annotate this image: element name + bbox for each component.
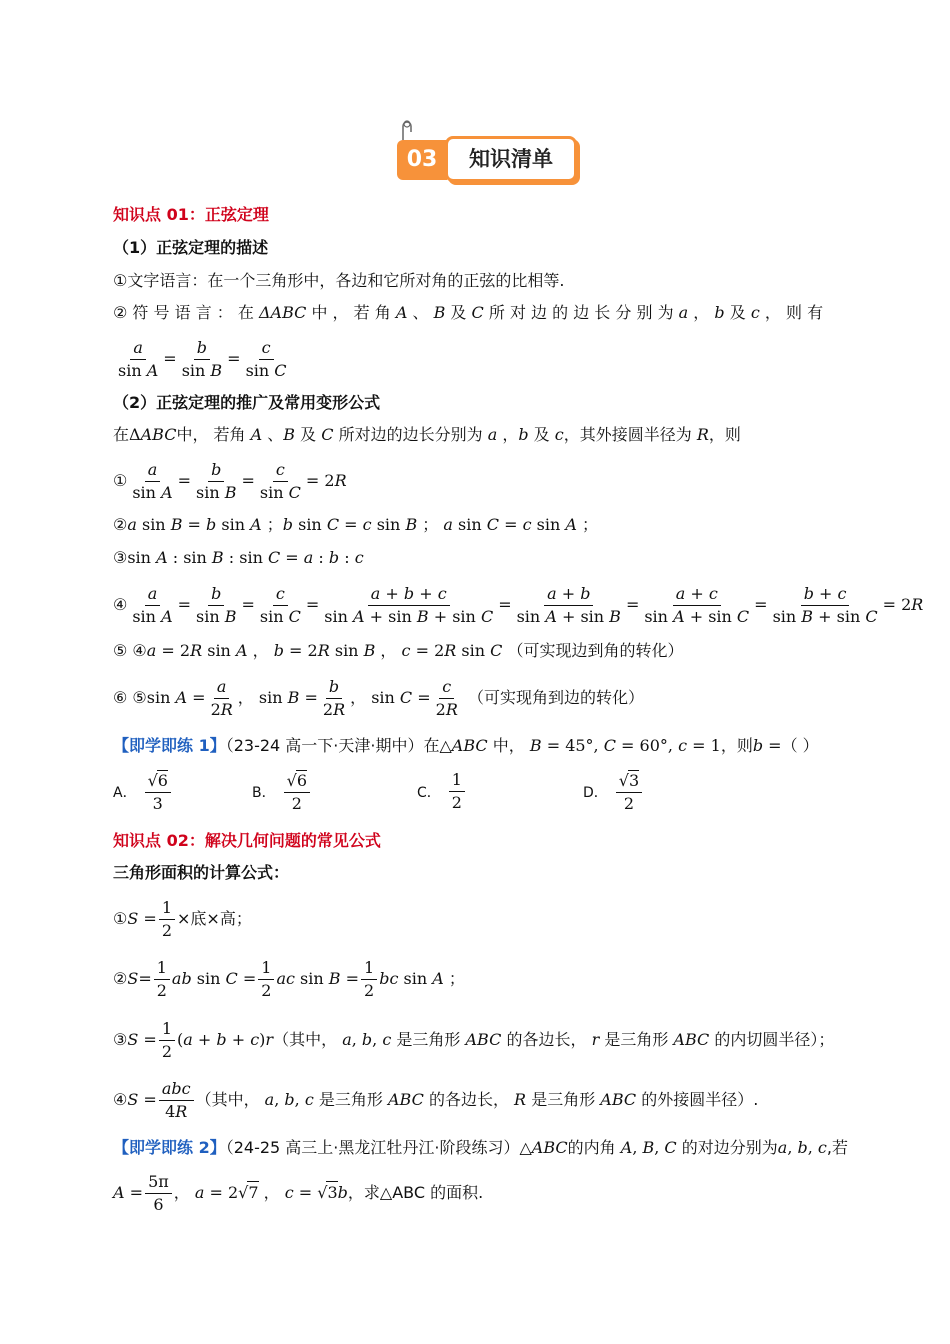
practice1-question: 【即学即练 1】（23-24 高一下·天津·期中）在△ABC 中， B = 45°, C = 60°, c = 1，则b =（ ） [113, 736, 819, 755]
f4-note-d: 是三角形 [531, 1090, 596, 1109]
f4-note-c: 的各边长， [428, 1090, 509, 1109]
option-b-label: B． [252, 785, 276, 801]
option-d-num: 3 [628, 771, 640, 790]
practice1-source: （23-24 高一下·天津·期中）在 [225, 736, 440, 755]
formula-6-note: （可实现角到边的转化） [468, 688, 645, 707]
formula-6: ⑥ ⑤sin A = $\frac{a}{2R}$ ， sin B = $\frac{b}{2R}$ ， sin C = $\frac{c}{2R}$ （可实现角到边的转化） [113, 677, 645, 719]
section-badge [397, 134, 577, 180]
option-a-den: 3 [152, 794, 163, 813]
formula-5: ⑤ ④a = 2R sin A ， b = 2R sin B ， c = 2R sin C （可实现边到角的转化） [113, 641, 684, 660]
kp2-sub: 三角形面积的计算公式： [113, 863, 290, 882]
formula-3: ③sin A : sin B : sin C = a : b : c [113, 548, 364, 567]
option-d-label: D． [583, 785, 608, 801]
intro-e: ，则 [708, 425, 741, 444]
kp2-heading: 知识点 02：解决几何问题的常见公式 [113, 831, 381, 850]
intro-d: ，其外接圆半径为 [563, 425, 692, 444]
practice2-triangle: △ABC [519, 1138, 568, 1157]
formula-4: ④ $\frac{a}{\text{sin A}}$ = $\frac{b}{\text{sin B}}$ = $\frac{c}{\text{sin C}}$ = $\frac{a + b + c}{\text{sin A + sin B + sin C}}$ = $\frac{a + b}{\text{sin A + sin B}}$ = $\frac{a + c}{\text{sin A + sin C}}$ = $\frac{b + c}{\text{sin B + sin C}}$ = 2R [113, 584, 924, 626]
option-a[interactable]: A． $\frac{√6}{3}$ [113, 770, 173, 814]
f3-note-d: 是三角形 [604, 1030, 669, 1049]
intro-c: 所对边的边长分别为 [338, 425, 483, 444]
practice2-text-c: ,若 [826, 1138, 848, 1157]
item2-mid: 中 ， 若 角 [311, 303, 391, 322]
formula-1: ① $\frac{a}{\text{sin A}}$ = $\frac{b}{\text{sin B}}$ = $\frac{c}{\text{sin C}}$ = 2R [113, 460, 347, 502]
area-formula-2: ②S= $\frac{1}{2}$ ab sin C = $\frac{1}{2}$ ac sin B = $\frac{1}{2}$ bc sin A ； [113, 958, 465, 1000]
intro-a: 在 [113, 425, 130, 444]
intro-b: 中， 若角 [176, 425, 246, 444]
option-c[interactable] [417, 770, 467, 813]
practice1-tag: 【即学即练 1】 [113, 736, 226, 755]
badge-number: 03 [397, 140, 447, 180]
practice2-question: 【即学即练 2】（24-25 高三上·黑龙江牡丹江·阶段练习）△ABC的内角 A, B, C 的对边分别为a, b, c,若 [113, 1138, 848, 1157]
area-formula-3: ③S = $\frac{1}{2}$ (a + b + c)r（其中， a, b, c 是三角形 ABC 的各边长， r 是三角形 ABC 的内切圆半径）； [113, 1019, 835, 1061]
f4-note-a: （其中， [195, 1090, 260, 1109]
area-formula-1-text: ×底×高； [177, 909, 252, 928]
practice2-line2-end: ，求△ABC 的面积. [347, 1183, 484, 1202]
f4-note-e: 的外接圆半径）. [641, 1090, 759, 1109]
f4-note-b: 是三角形 [318, 1090, 383, 1109]
practice2-text-b: 的对边分别为 [681, 1138, 778, 1157]
item2-triangle: ΔABC [258, 303, 307, 322]
item2-rest: 所 对 边 的 边 长 分 别 为 [488, 303, 674, 322]
f3-note-e: 的内切圆半径）； [714, 1030, 835, 1049]
kp1-intro: 在ΔABC中， 若角 A 、B 及 C 所对边的边长分别为 a ，b 及 c，其外接圆半径为 R，则 [113, 425, 741, 444]
practice2-tag: 【即学即练 2】 [113, 1138, 226, 1157]
item2-prefix: ② 符 号 语 言 ： 在 [113, 303, 254, 322]
option-d-den: 2 [623, 794, 635, 813]
kp1-sub2: （2）正弦定理的推广及常用变形公式 [113, 393, 381, 412]
kp1-sub1: （1）正弦定理的描述 [113, 238, 269, 257]
option-a-num: 6 [157, 771, 168, 790]
option-c-label: C． [417, 784, 441, 801]
law-of-sines-formula: $\frac{a}{\text{sin A}}$ = $\frac{b}{\text{sin B}}$ = $\frac{c}{\text{sin C}}$ [118, 338, 287, 380]
formula-2: ②a sin B = b sin A ；b sin C = c sin B ； a sin C = c sin A ； [113, 515, 599, 534]
f3-note-b: 是三角形 [396, 1030, 461, 1049]
practice1-paren: （ ） [781, 736, 819, 755]
area-formula-4: ④S = $\frac{\text{abc}}{4R}$ （其中， a, b, c 是三角形 ABC 的各边长， R 是三角形 ABC 的外接圆半径）. [113, 1079, 759, 1121]
practice1-tail: ，则 [720, 736, 753, 755]
paperclip-icon [397, 120, 417, 142]
kp1-item1: ①文字语言：在一个三角形中，各边和它所对角的正弦的比相等. [113, 271, 565, 290]
option-b-num: 6 [296, 771, 307, 790]
badge-title: 知识清单 [445, 136, 577, 182]
option-c-den: 2 [451, 793, 462, 812]
practice2-text-a: 的内角 [567, 1138, 616, 1157]
formula-5-note: （可实现边到角的转化） [507, 641, 684, 660]
f3-note-c: 的各边长， [506, 1030, 587, 1049]
option-c-num: 1 [449, 770, 465, 792]
item2-end: 则 有 [786, 303, 824, 322]
option-d[interactable]: D． $\frac{√3}{2}$ [583, 770, 644, 814]
kp1-heading: 知识点 01：正弦定理 [113, 205, 269, 224]
practice2-conditions: A = $\frac{5\pi}{6}$ ， a = 2√7 ， c = √3b，求△ABC 的面积. [113, 1172, 484, 1214]
area-formula-1: ①S = $\frac{1}{2}$ ×底×高； [113, 898, 252, 940]
f3-note-a: （其中， [273, 1030, 338, 1049]
kp1-item2: ② 符 号 语 言 ： 在 ΔABC 中 ， 若 角 A 、 B 及 C 所 对 边 的 边 长 分 别 为 a ， b 及 c ， 则 有 [113, 303, 824, 322]
option-b[interactable]: B． $\frac{√6}{2}$ [252, 770, 312, 814]
option-a-label: A． [113, 785, 137, 801]
practice2-source: （24-25 高三上·黑龙江牡丹江·阶段练习） [225, 1138, 520, 1157]
option-b-den: 2 [291, 794, 302, 813]
